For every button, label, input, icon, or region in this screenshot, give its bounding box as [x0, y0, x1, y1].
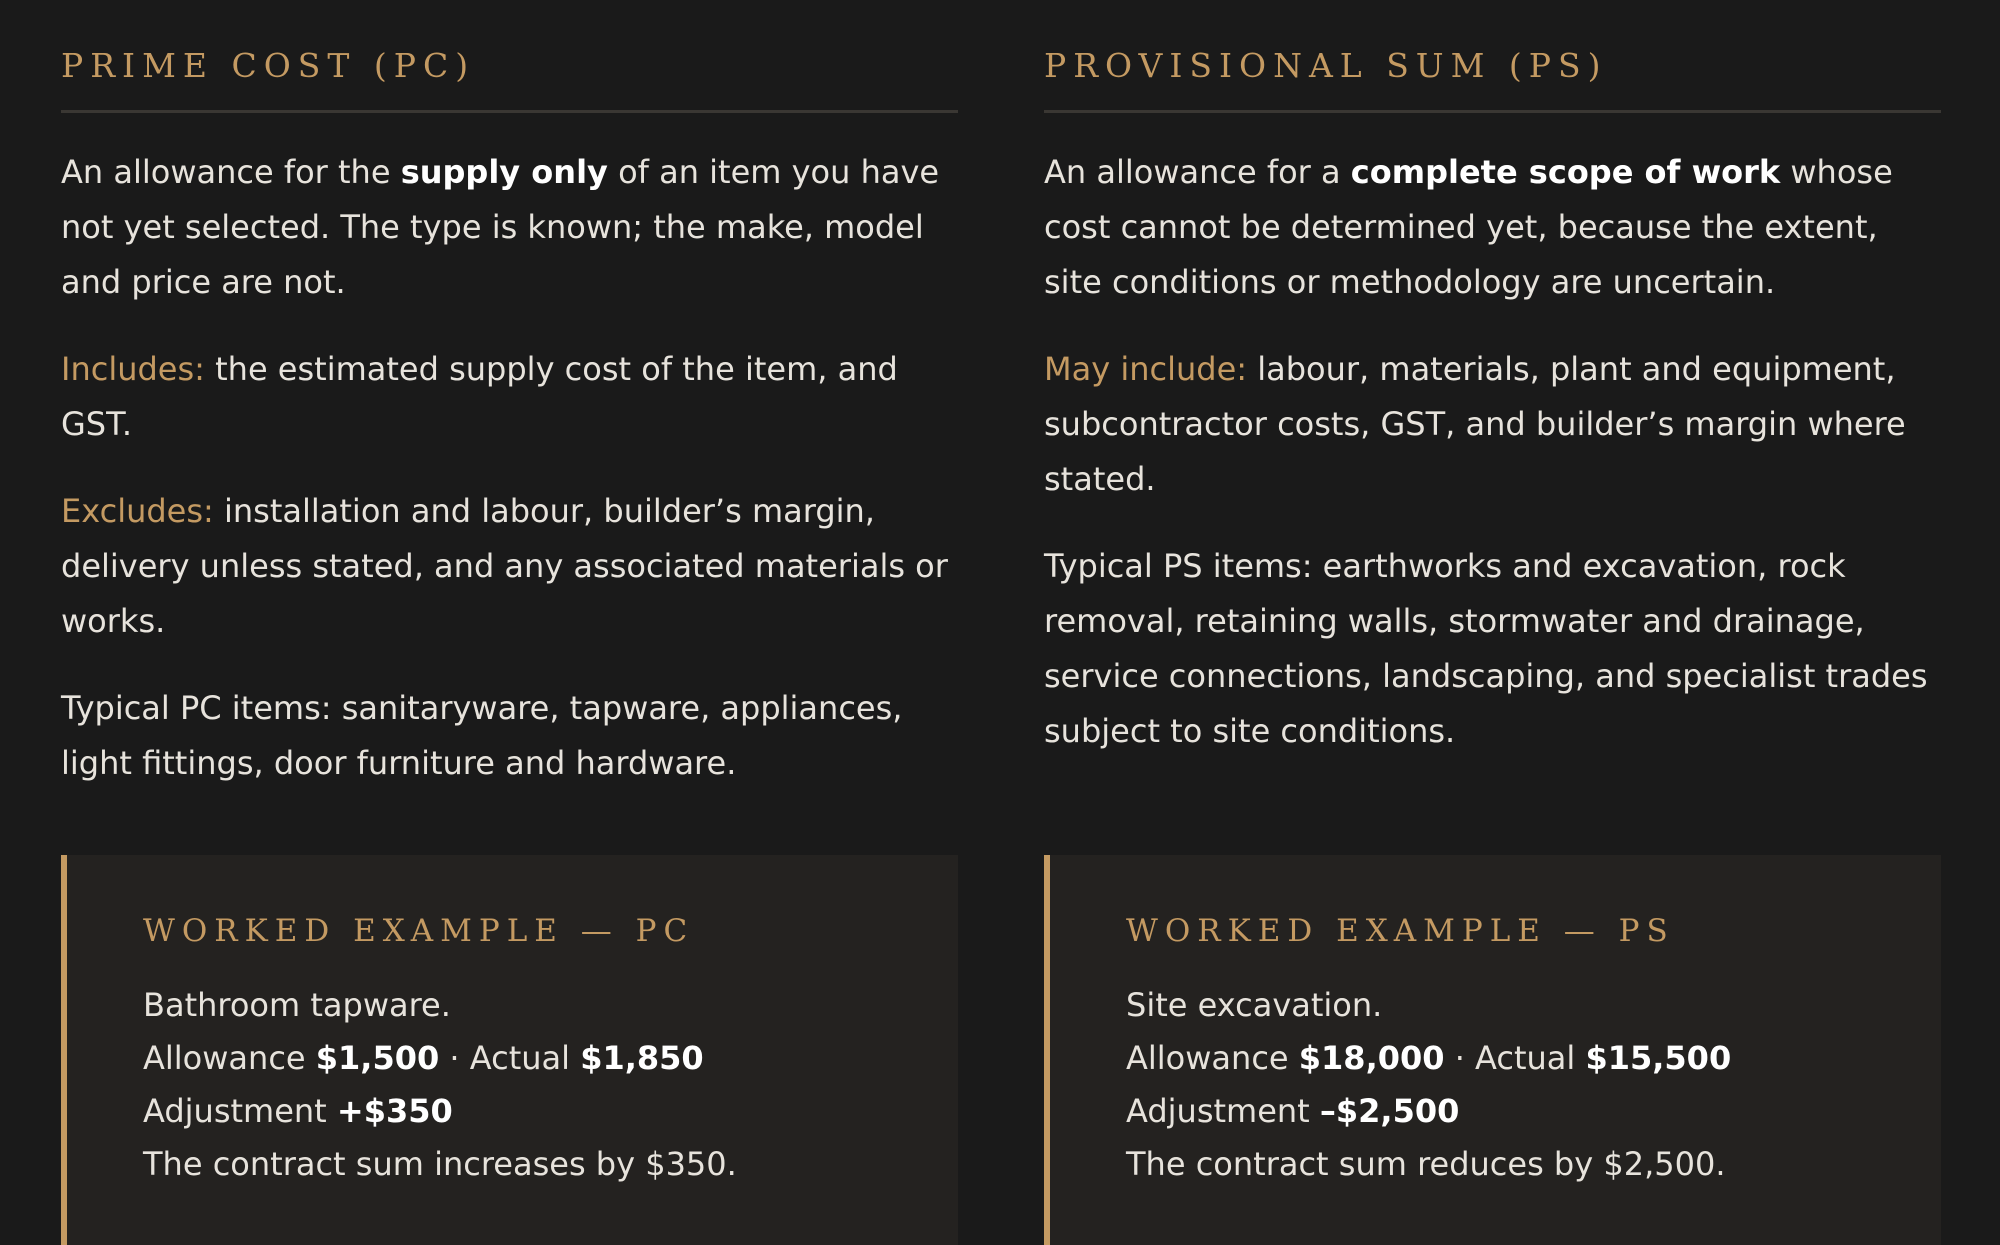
- actual-label: · Actual: [1444, 1039, 1586, 1077]
- provisional-sum-divider: [1044, 110, 1941, 113]
- worked-example-ps-title: WORKED EXAMPLE — PS: [1126, 913, 1675, 949]
- definition-text-end: of an item you have not yet selected. The type is known; the make, model and price are not.: [61, 153, 940, 301]
- definition-text-start: An allowance for the: [61, 153, 401, 191]
- prime-cost-body: [61, 145, 958, 791]
- example-pc-adjustment: [143, 1085, 958, 1138]
- definition-emphasis: supply only: [400, 153, 608, 191]
- actual-value: $15,500: [1585, 1039, 1732, 1077]
- worked-example-pc-title: WORKED EXAMPLE — PC: [143, 913, 695, 949]
- provisional-sum-may-include: [1044, 342, 1941, 507]
- allowance-value: $18,000: [1298, 1039, 1445, 1077]
- provisional-sum-section: [1044, 0, 1941, 791]
- prime-cost-divider: [61, 110, 958, 113]
- definition-text-end: whose cost cannot be determined yet, because the extent, site conditions or methodology are uncertain.: [1044, 153, 1893, 301]
- prime-cost-typical-items: Typical PC items: sanitaryware, tapware, appliances, light fittings, door furniture and hardware.: [61, 689, 903, 782]
- provisional-sum-heading: PROVISIONAL SUM (PS): [1044, 46, 1608, 85]
- example-pc-item: Bathroom tapware.: [143, 986, 451, 1024]
- provisional-sum-definition: [1044, 145, 1941, 310]
- definition-emphasis: complete scope of work: [1350, 153, 1781, 191]
- prime-cost-excludes: [61, 484, 958, 649]
- worked-example-ps: [1044, 855, 1941, 1245]
- includes-text: the estimated supply cost of the item, and GST.: [61, 350, 898, 443]
- includes-label: Includes:: [61, 350, 205, 388]
- example-ps-adjustment: [1126, 1085, 1941, 1138]
- prime-cost-definition: [61, 145, 958, 310]
- example-ps-result: The contract sum reduces by $2,500.: [1126, 1145, 1726, 1183]
- example-ps-item: Site excavation.: [1126, 986, 1383, 1024]
- provisional-sum-body: [1044, 145, 1941, 759]
- allowance-label: Allowance: [143, 1039, 316, 1077]
- example-pc-result: The contract sum increases by $350.: [143, 1145, 737, 1183]
- excludes-label: Excludes:: [61, 492, 214, 530]
- actual-label: · Actual: [439, 1039, 581, 1077]
- adjustment-label: Adjustment: [143, 1092, 337, 1130]
- adjustment-value: –$2,500: [1319, 1092, 1460, 1130]
- may-include-text: labour, materials, plant and equipment, subcontractor costs, GST, and builder’s margin where stated.: [1044, 350, 1906, 498]
- actual-value: $1,850: [580, 1039, 704, 1077]
- example-ps-amounts: [1126, 1032, 1941, 1085]
- adjustment-label: Adjustment: [1126, 1092, 1320, 1130]
- prime-cost-includes: [61, 342, 958, 452]
- provisional-sum-typical-items: Typical PS items: earthworks and excavation, rock removal, retaining walls, stormwater and drainage, service connections, landscaping, and specialist trades subject to site conditions.: [1044, 547, 1928, 750]
- worked-example-pc: [61, 855, 958, 1245]
- prime-cost-section: [61, 0, 958, 823]
- allowance-value: $1,500: [315, 1039, 440, 1077]
- excludes-text: installation and labour, builder’s margin, delivery unless stated, and any associated materials or works.: [61, 492, 948, 640]
- definition-text-start: An allowance for a: [1044, 153, 1351, 191]
- prime-cost-heading: PRIME COST (PC): [61, 46, 476, 85]
- example-pc-amounts: [143, 1032, 958, 1085]
- may-include-label: May include:: [1044, 350, 1248, 388]
- allowance-label: Allowance: [1126, 1039, 1299, 1077]
- adjustment-value: +$350: [336, 1092, 453, 1130]
